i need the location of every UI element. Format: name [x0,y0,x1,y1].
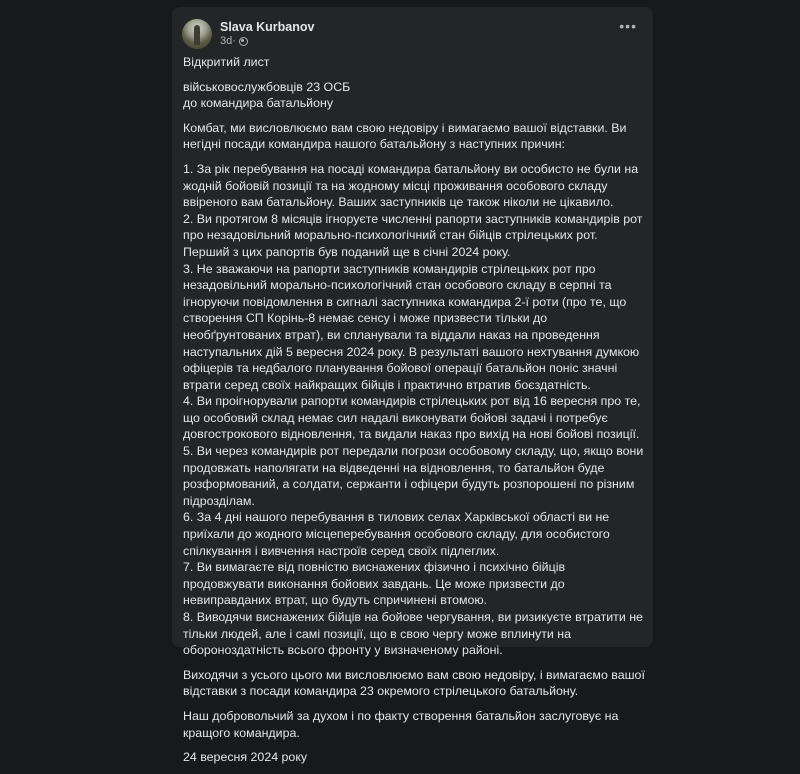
post-card [172,7,653,765]
reason-item: 5. Ви через командирів рот передали погрози особовому складу, що, якщо вони продовжать наполягати на відведенні на відновлення, то батальйон буде розформований, а солдати, сержанти і офіцери будуть розпорошені по різним підрозділам. [183,444,644,508]
post-body [183,54,645,774]
reason-item: 7. Ви вимагаєте від повністю виснажених фізично і психічно бійців продовжувати виконання бойових завдань. Це може призвести до невиправданих втрат, що будуть спричинені втомою. [183,560,566,608]
reason-item: 6. За 4 дні нашого перебування в тилових селах Харківської області ви не приїхали до жодного місцеперебування особового складу, для особистого спілкування і вивчення настроїв серед своїх підлеглих. [183,510,610,558]
post-subline [220,35,314,48]
reasons-list [183,161,645,659]
reason-item: 1. За рік перебування на посаді командира батальйону ви особисто не були на жодній бойовій позиції та на жодному місці проживання особового складу ввіреного вам батальйону. Ваших заступників це також ніколи не цікавило. [183,161,639,210]
letter-date: 24 вересня 2024 року [183,750,308,765]
post-meta [220,20,314,48]
reason-item: 3. Не зважаючи на рапорти заступників командирів стрілецьких рот про незадовільний морально-психологічний стан особового складу в серпні та ігноруючи повідомлення в сигналі заступника командира 2-ї роти (про те, що створення СП Корінь-8 немає сенсу і може призвести тільки до необґрунтованих втрат), ви спланували та віддали наказ на проведення наступальних дій 5 вересня 2024 року. В результаті вашого нехтування думкою офіцерів та недбалого планування бойової операції батальйон поніс значні втрати серед своїх найкращих бійців і практично втратив боєздатність. [183,261,640,392]
letter-title: Відкритий лист [183,55,270,69]
letter-from: військовослужбовців 23 ОСБ [183,79,351,94]
more-options-icon[interactable]: ••• [619,18,637,34]
letter-conclusion: Виходячи з усього цього ми висловлюємо вам свою недовіру, і вимагаємо вашої відставки з посади командира 23 окремого стрілецького батальйону. [183,667,645,699]
reason-item: 2. Ви протягом 8 місяців ігноруєте численні рапорти заступників командирів рот про незадовільний морально-психологічний стан бійців стрілецьких рот. Перший з цих рапортів був поданий ще в січні 2024 року. [183,211,643,259]
globe-icon [239,37,248,46]
avatar[interactable] [182,19,212,49]
author-name[interactable]: Slava Kurbanov [220,20,315,34]
letter-closing: Наш добровольчий за духом і по факту створення батальйон заслуговує на кращого командира. [183,708,619,740]
letter-intro: Комбат, ми висловлюємо вам свою недовіру і вимагаємо вашої відставки. Ви негідні посади командира нашого батальйону з наступних причин: [183,120,627,152]
meta-separator: · [232,35,236,47]
post-timestamp[interactable]: 3d [220,35,233,47]
post-header [182,14,314,54]
letter-to: до командира батальйону [183,96,334,111]
letter-address [183,79,645,112]
reason-item: 8. Виводячи виснажених бійців на бойове чергування, ви ризикуєте втратити не тільки людей, але і самі позиції, що в свою чергу може вплинути на обороноздатність всього фронту у визначеному районі. [183,610,643,658]
reason-item: 4. Ви проігнорували рапорти командирів стрілецьких рот від 16 вересня про те, що особовий склад немає сил надалі виконувати бойові задачі і потребує довгострокового відновлення, та видали наказ про вихід на нові бойові позиції. [183,394,641,442]
